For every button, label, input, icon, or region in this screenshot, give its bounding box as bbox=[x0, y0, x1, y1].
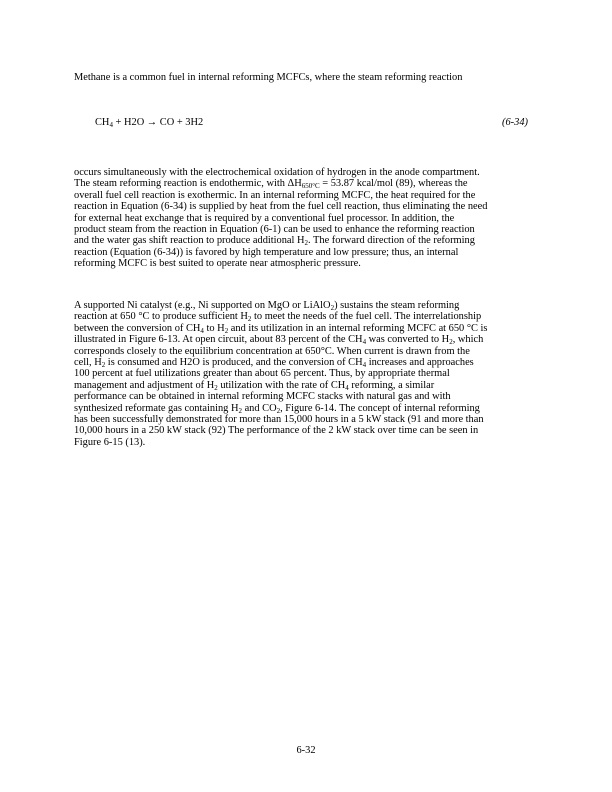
paragraph-line: occurs simultaneously with the electrochemical oxidation of hydrogen in the anode compartment. bbox=[74, 167, 480, 178]
paragraph-line: cell, $H_2$ is consumed and H2O is produced, and the conversion of $CH_4$ increases and approaches bbox=[74, 357, 474, 370]
paragraph-line: reaction in Equation (6-34) is supplied by heat from the fuel cell reaction, thus eliminating the need bbox=[74, 201, 488, 213]
paragraph-line: between the conversion of $CH_4$ to $H_2$ and its utilization in an internal reforming MCFC at 650 °C is bbox=[74, 322, 488, 335]
paragraph-line: A supported Ni catalyst (e.g., Ni supported on MgO or LiAlO$_2$) sustains the steam reforming bbox=[74, 300, 460, 312]
paragraph-line: for external heat exchange that is required by a conventional fuel processor. In addition, the bbox=[74, 212, 455, 224]
paragraph-line: Figure 6-15 (13). bbox=[74, 436, 146, 448]
paragraph-line: and the water gas shift reaction to produce additional $H_2$. The forward direction of the reforming bbox=[74, 235, 475, 248]
paragraph-line: The steam reforming reaction is endothermic, with $\Delta H_{650^\circ C} = 53.87$ kcal/mol (89), whereas the bbox=[74, 178, 468, 191]
equation-number: (6-34) bbox=[502, 117, 528, 128]
equation-formula: $CH_4 + H2O$ → CO + 3H2 bbox=[95, 117, 204, 129]
paragraph-line: product steam from the reaction in Equation (6-1) can be used to enhance the reforming reaction bbox=[74, 224, 475, 236]
paragraph-line: 100 percent at fuel utilizations greater than about 65 percent. Thus, by appropriate thermal bbox=[74, 368, 450, 380]
paragraph-line: 10,000 hours in a 250 kW stack (92) The performance of the 2 kW stack over time can be seen in bbox=[74, 425, 479, 437]
paragraph-line: illustrated in Figure 6-13. At open circuit, about 83 percent of the $CH_4$ was converted to $H_2$, which bbox=[74, 334, 484, 347]
paragraph-line: has been successfully demonstrated for more than 15,000 hours in a 5 kW stack (91 and more than bbox=[74, 414, 484, 426]
paragraph-line: reaction at 650 °C to produce sufficient $H_2$ to meet the needs of the fuel cell. The interrelationship bbox=[74, 311, 482, 324]
paragraph-line: overall fuel cell reaction is exothermic. In an internal reforming MCFC, the heat required for the bbox=[74, 189, 476, 201]
equation-6-34 bbox=[95, 117, 528, 128]
reforming-paragraph bbox=[74, 167, 544, 270]
paragraph-line: performance can be obtained in internal reforming MCFC stacks with natural gas and with bbox=[74, 391, 451, 403]
page-number: 6-32 bbox=[296, 745, 316, 756]
paragraph-line: management and adjustment of $H_2$ utilization with the rate of $CH_4$ reforming, a similar bbox=[74, 379, 435, 392]
catalyst-paragraph bbox=[74, 300, 544, 448]
paragraph-line: corresponds closely to the equilibrium concentration at 650°C. When current is drawn from the bbox=[74, 345, 470, 357]
paragraph-line: reaction (Equation (6-34)) is favored by high temperature and low pressure; thus, an internal bbox=[74, 246, 459, 258]
paragraph-line: synthesized reformate gas containing $H_2$ and $CO_2$, Figure 6-14. The concept of internal reforming bbox=[74, 402, 480, 415]
paragraph-line: reforming MCFC is best suited to operate near atmospheric pressure. bbox=[74, 258, 361, 270]
intro-paragraph bbox=[74, 72, 544, 83]
intro-text: Methane is a common fuel in internal reforming MCFCs, where the steam reforming reaction bbox=[74, 72, 463, 83]
